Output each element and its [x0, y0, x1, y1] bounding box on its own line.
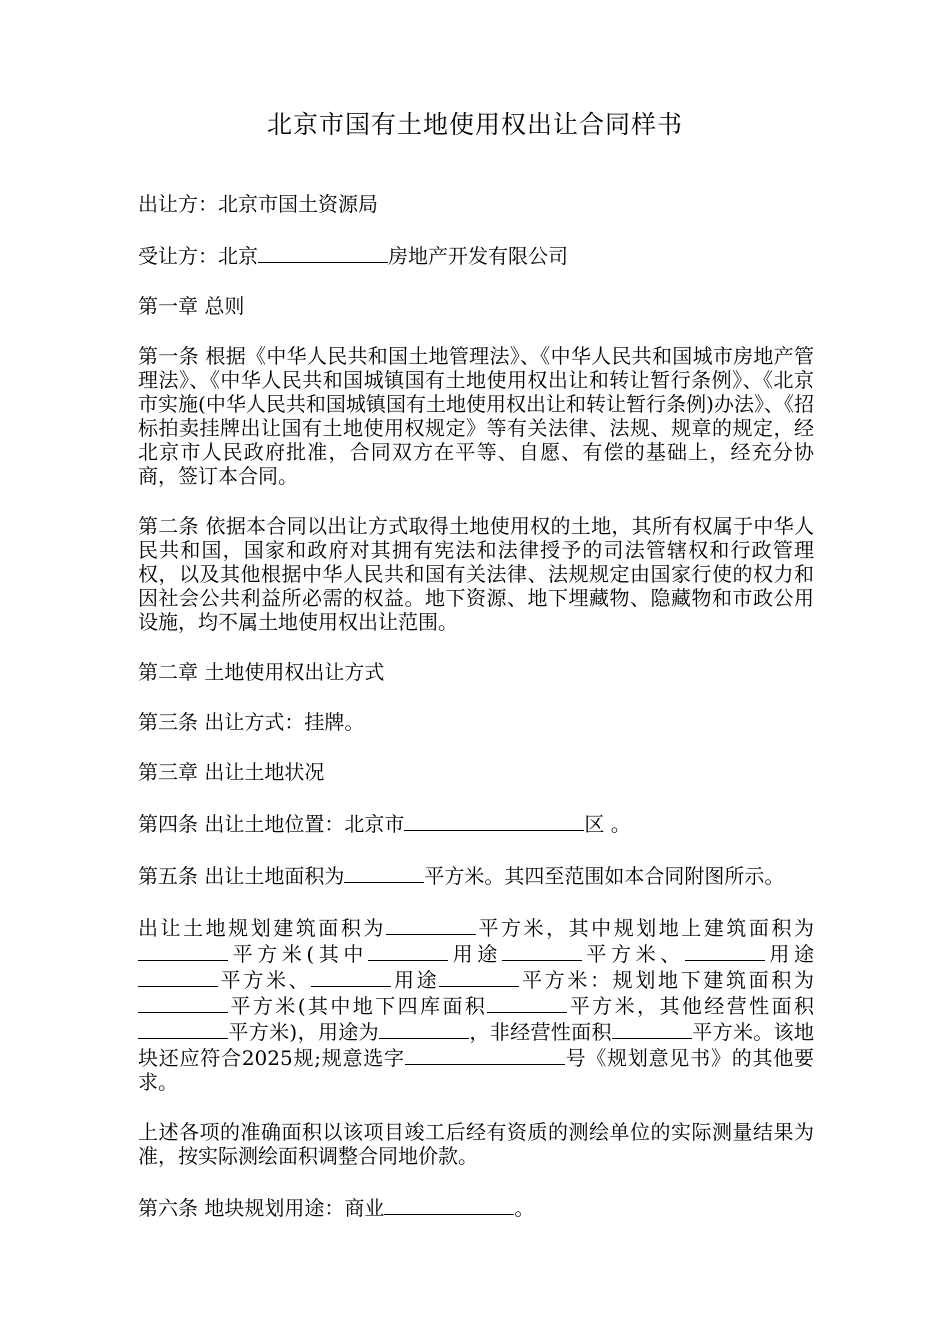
article-5-suffix: 平方米。其四至范围如本合同附图所示。 — [424, 864, 785, 888]
planning-text: 出让土地规划建筑面积为 — [138, 916, 386, 940]
article-5-prefix: 第五条 出让土地面积为 — [138, 864, 345, 888]
blank-field — [612, 1018, 692, 1039]
planning-paragraph — [138, 914, 814, 1094]
article-4-prefix: 第四条 出让土地位置：北京市 — [138, 812, 405, 836]
article-5 — [138, 862, 814, 888]
blank-field — [384, 1194, 514, 1215]
blank-field — [487, 992, 567, 1013]
blank-field — [405, 1044, 565, 1065]
article-6 — [138, 1194, 814, 1220]
planning-text: 平方米。该地块还应符合2025规;规意选字 — [138, 1020, 815, 1070]
grantee-line — [138, 242, 814, 268]
blank-field — [368, 940, 448, 961]
blank-field — [138, 992, 228, 1013]
planning-text: 平方米(其中地下四库面积 — [228, 994, 488, 1018]
blank-field — [138, 940, 228, 961]
blank-field — [344, 862, 424, 883]
article-4 — [138, 810, 814, 836]
planning-text: 平方米：规划地下建筑面积为 — [519, 968, 815, 992]
blank-field — [311, 966, 391, 987]
document-body — [138, 192, 814, 1246]
article-1: 第一条 根据《中华人民共和国土地管理法》、《中华人民共和国城市房地产管理法》、《中华人民共和国城镇国有土地使用权出让和转让暂行条例》、《北京市实施(中华人民共和国城镇国有土地使用权出让和转让暂行条例)办法》、《招标拍卖挂牌出让国有土地使用权规定》等有关法律、法规、规章的规定，经北京市人民政府批准，合同双方在平等、自愿、有偿的基础上，经充分协商，签订本合同。 — [138, 344, 814, 488]
article-6-suffix: 。 — [514, 1196, 535, 1220]
blank-field — [439, 966, 519, 987]
planning-text: 平方米，其中规划地上建筑面积为 — [475, 916, 815, 940]
blank-field — [404, 810, 584, 831]
blank-field — [138, 1018, 228, 1039]
blank-field — [502, 940, 582, 961]
chapter-heading: 第一章 总则 — [138, 294, 245, 318]
article-2: 第二条 依据本合同以出让方式取得土地使用权的土地，其所有权属于中华人民共和国，国家和政府对其拥有宪法和法律授予的司法管辖权和行政管理权，以及其他根据中华人民共和国有关法律、法规规定由国家行使的权力和因社会公共利益所必需的权益。地下资源、地下埋藏物、隐藏物和市政公用设施，均不属土地使用权出让范围。 — [138, 514, 814, 634]
planning-text: 用途 — [764, 942, 815, 966]
planning-text: 平方米)，用途为 — [228, 1020, 380, 1044]
document-title: 北京市国有土地使用权出让合同样书 — [266, 110, 683, 139]
blank-field — [258, 242, 388, 263]
blank-field — [685, 940, 765, 961]
grantor-line: 出让方：北京市国土资源局 — [138, 192, 378, 216]
planning-text: 平方米、 — [218, 968, 312, 992]
chapter-heading: 第三章 出让土地状况 — [138, 760, 325, 784]
article-3: 第三条 出让方式：挂牌。 — [138, 710, 365, 734]
article-6-prefix: 第六条 地块规划用途：商业 — [138, 1196, 385, 1220]
planning-text: 号《规划意见书》的其他要求。 — [138, 1046, 815, 1094]
planning-text: 用途 — [391, 968, 440, 992]
planning-text: 用途 — [448, 942, 502, 966]
adjustment-paragraph: 上述各项的准确面积以该项目竣工后经有资质的测绘单位的实际测量结果为准，按实际测绘面积调整合同地价款。 — [138, 1120, 814, 1168]
blank-field — [379, 1018, 469, 1039]
planning-text: 平方米、 — [581, 942, 685, 966]
blank-field — [138, 966, 218, 987]
planning-text: 平方米，其他经营性面积 — [567, 994, 814, 1018]
planning-text: 平方米(其中 — [228, 942, 368, 966]
article-4-suffix: 区 。 — [584, 812, 631, 836]
chapter-heading: 第二章 土地使用权出让方式 — [138, 660, 385, 684]
grantee-prefix: 受让方：北京 — [138, 244, 258, 268]
grantee-suffix: 房地产开发有限公司 — [388, 244, 568, 268]
blank-field — [386, 914, 476, 935]
planning-text: ，非经营性面积 — [469, 1020, 612, 1044]
